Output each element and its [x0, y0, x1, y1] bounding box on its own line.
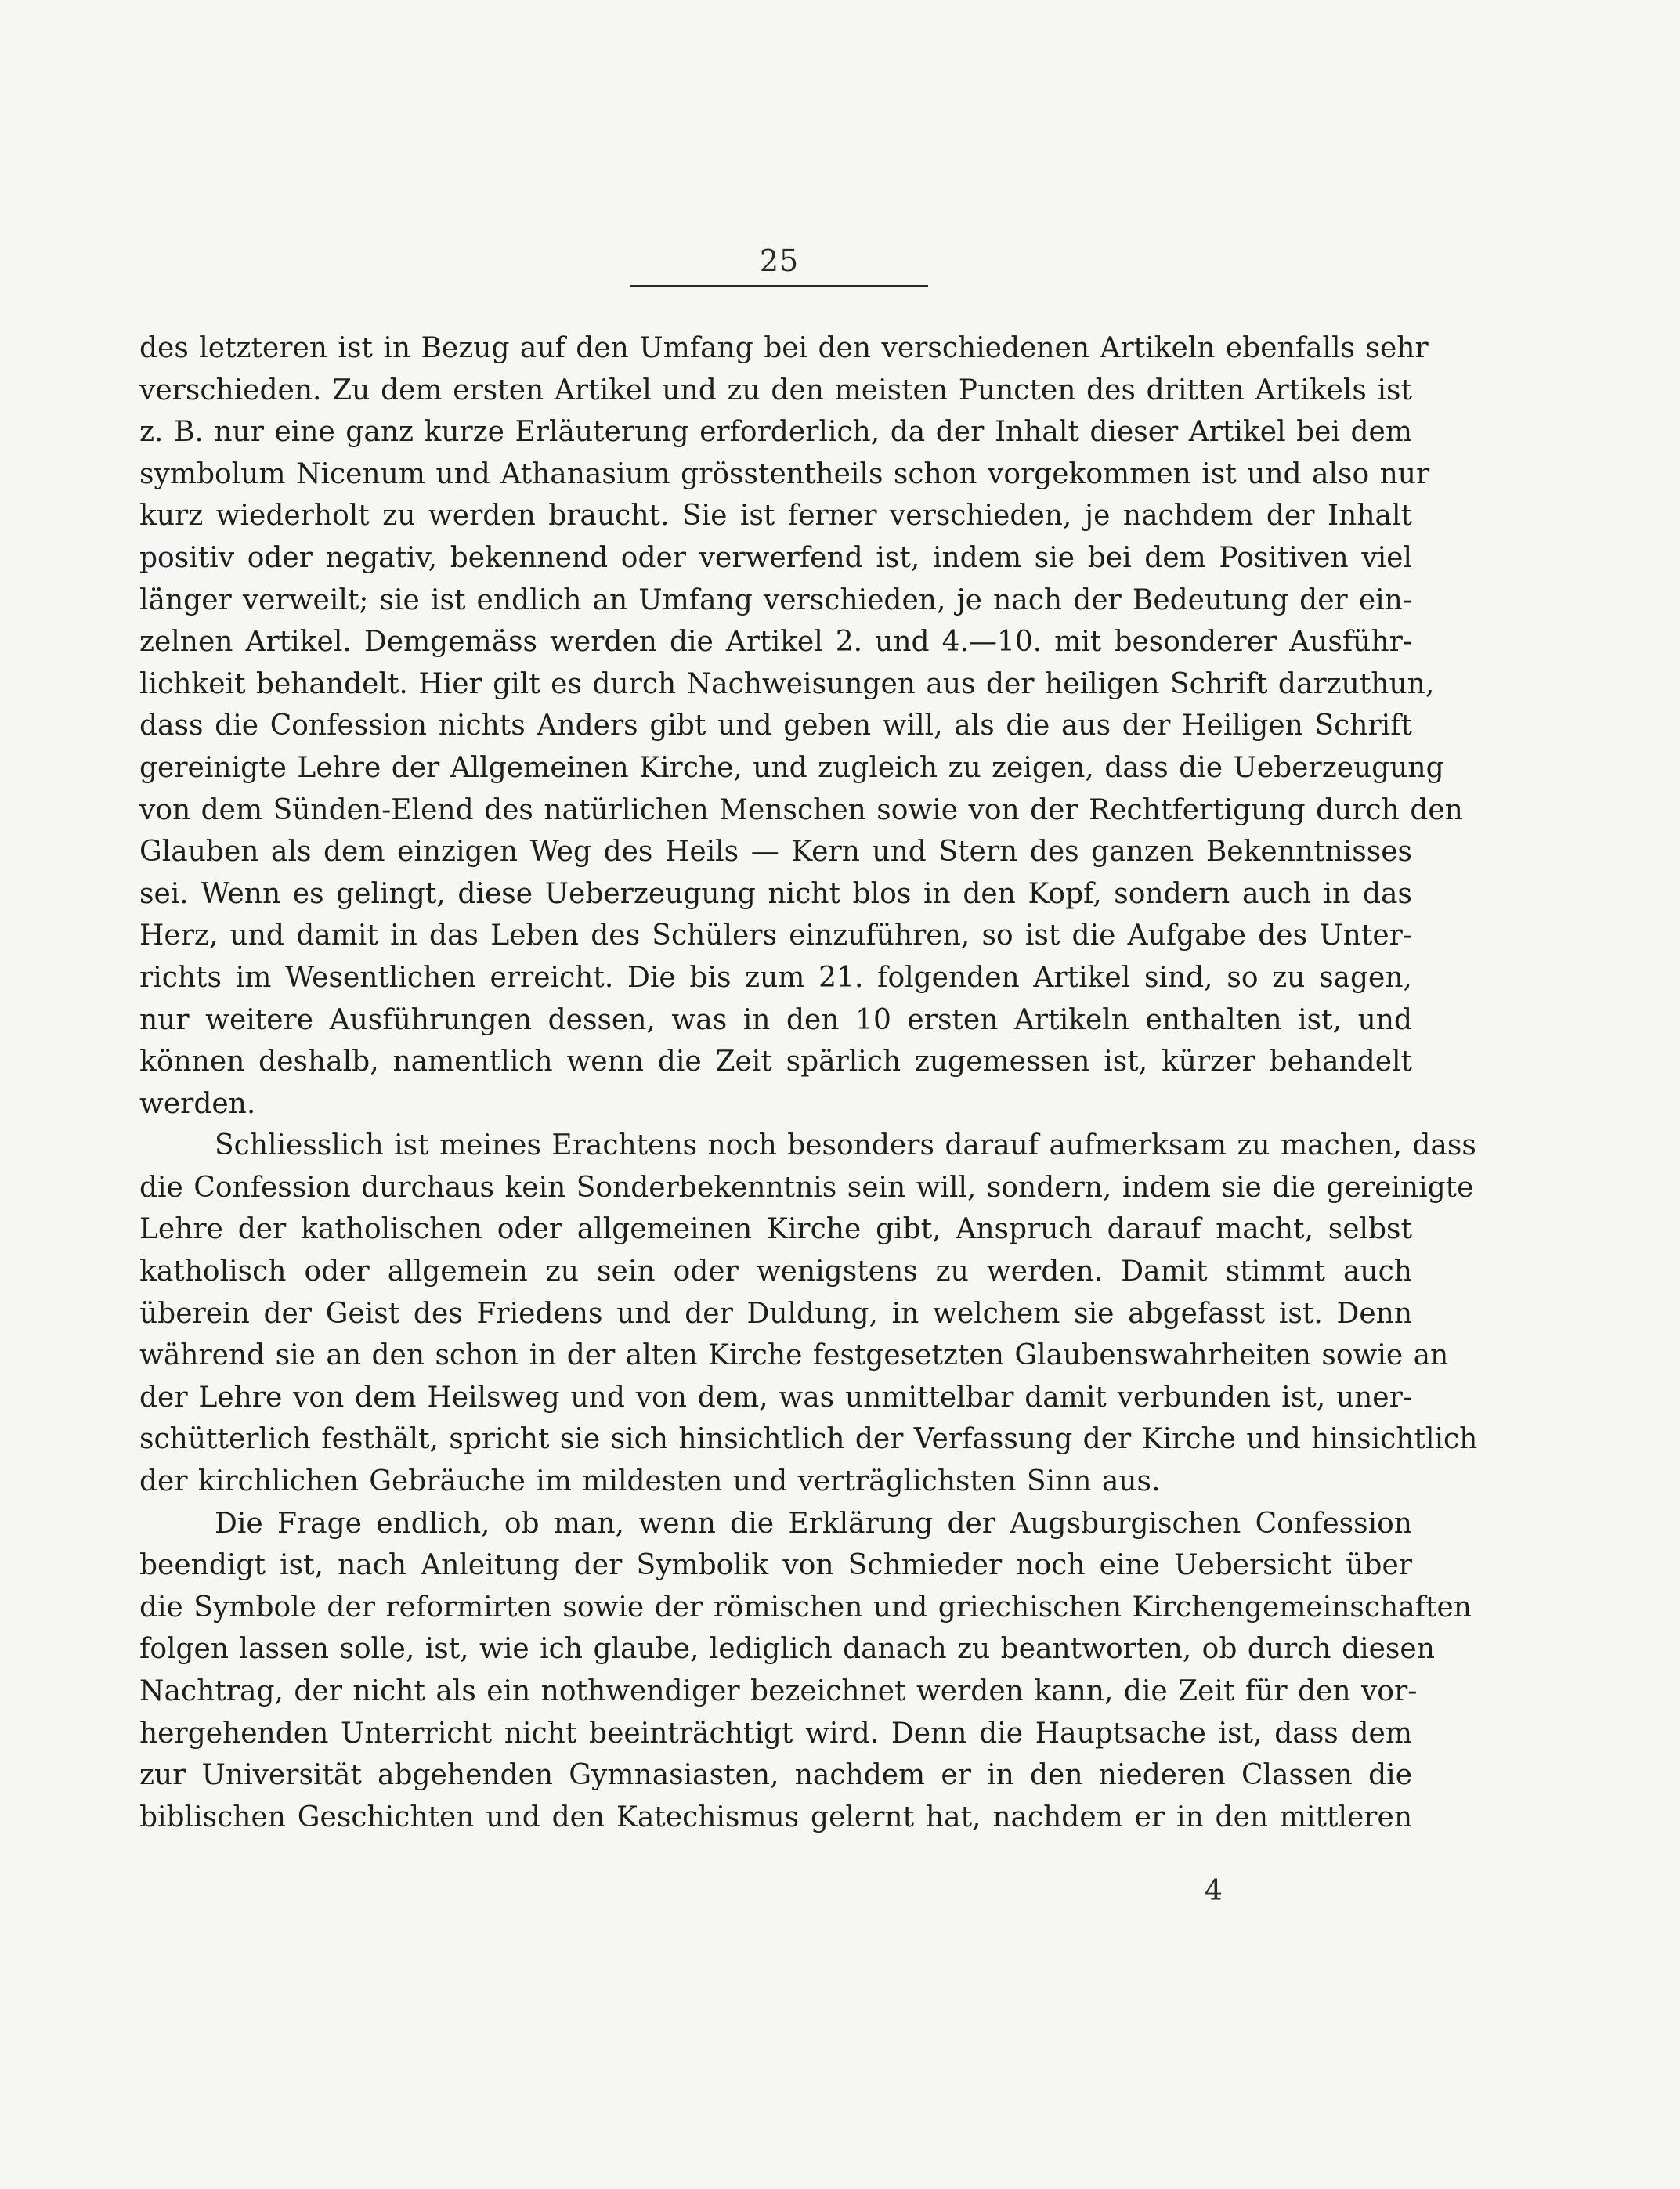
text-line: Die Frage endlich, ob man, wenn die Erklärung der Augsburgischen Confession — [215, 1507, 1412, 1540]
text-line: länger verweilt; sie ist endlich an Umfang verschieden, je nach der Bedeutung der ein- — [139, 583, 1412, 616]
text-line: von dem Sünden-Elend des natürlichen Menschen sowie von der Rechtfertigung durch den — [139, 793, 1463, 826]
text-line: während sie an den schon in der alten Kirche festgesetzten Glaubenswahrheiten sowie an — [139, 1339, 1449, 1372]
paragraph-1 — [139, 327, 1463, 1125]
text-line: verschieden. Zu dem ersten Artikel und zu den meisten Puncten des dritten Artikels ist — [139, 374, 1412, 406]
page-header — [630, 243, 928, 287]
text-line: kurz wiederholt zu werden braucht. Sie ist ferner verschieden, je nachdem der Inhalt — [139, 500, 1412, 533]
text-line: positiv oder negativ, bekennend oder verwerfend ist, indem sie bei dem Positiven viel — [139, 541, 1412, 574]
text-line: zelnen Artikel. Demgemäss werden die Artikel 2. und 4.—10. mit besonderer Ausführ- — [139, 626, 1412, 659]
text-line: Schliesslich ist meines Erachtens noch besonders darauf aufmerksam zu machen, dass — [215, 1129, 1476, 1162]
text-line: biblischen Geschichten und den Katechismus gelernt hat, nachdem er in den mittleren — [139, 1801, 1412, 1833]
text-line: der kirchlichen Gebräuche im mildesten und verträglichsten Sinn aus. — [139, 1465, 1161, 1498]
text-line: Herz, und damit in das Leben des Schülers einzuführen, so ist die Aufgabe des Unter- — [139, 919, 1412, 952]
page-number: 25 — [759, 244, 800, 278]
text-line: Glauben als dem einzigen Weg des Heils — Kern und Stern des ganzen Bekenntnisses — [139, 836, 1412, 869]
text-line: symbolum Nicenum und Athanasium grösstentheils schon vorgekommen ist und also nur — [139, 457, 1430, 490]
text-line: sei. Wenn es gelingt, diese Ueberzeugung nicht blos in den Kopf, sondern auch in das — [139, 877, 1412, 910]
text-line: katholisch oder allgemein zu sein oder wenigstens zu werden. Damit stimmt auch — [139, 1255, 1412, 1288]
text-line: der Lehre von dem Heilsweg und von dem, was unmittelbar damit verbunden ist, uner- — [139, 1381, 1412, 1414]
paragraph-2 — [139, 1125, 1478, 1502]
text-line: die Confession durchaus kein Sonderbekenntnis sein will, sondern, indem sie die gereinigte — [139, 1171, 1474, 1204]
text-line: richts im Wesentlichen erreicht. Die bis zum 21. folgenden Artikel sind, so zu sagen, — [139, 961, 1412, 994]
text-line: lichkeit behandelt. Hier gilt es durch Nachweisungen aus der heiligen Schrift darzuthun, — [139, 667, 1435, 700]
text-line: des letzteren ist in Bezug auf den Umfang bei den verschiedenen Artikeln ebenfalls sehr — [139, 332, 1429, 364]
text-line: hergehenden Unterricht nicht beeinträchtigt wird. Denn die Hauptsache ist, dass dem — [139, 1717, 1412, 1750]
paragraph-3 — [139, 1503, 1472, 1839]
text-line: folgen lassen solle, ist, wie ich glaube, lediglich danach zu beantworten, ob durch diesen — [139, 1633, 1435, 1666]
text-line: z. B. nur eine ganz kurze Erläuterung erforderlich, da der Inhalt dieser Artikel bei dem — [139, 416, 1412, 449]
text-line: beendigt ist, nach Anleitung der Symbolik von Schmieder noch eine Uebersicht über — [139, 1549, 1412, 1582]
text-line: Lehre der katholischen oder allgemeinen Kirche gibt, Anspruch darauf macht, selbst — [139, 1213, 1412, 1246]
text-line: zur Universität abgehenden Gymnasiasten, nachdem er in den niederen Classen die — [139, 1759, 1412, 1792]
text-line: die Symbole der reformirten sowie der römischen und griechischen Kirchengemeinschaften — [139, 1591, 1472, 1624]
text-line: überein der Geist des Friedens und der Duldung, in welchem sie abgefasst ist. Denn — [139, 1297, 1412, 1330]
text-line: Nachtrag, der nicht als ein nothwendiger bezeichnet werden kann, die Zeit für den vor- — [139, 1675, 1418, 1707]
text-line: können deshalb, namentlich wenn die Zeit spärlich zugemessen ist, kürzer behandelt — [139, 1046, 1412, 1078]
text-line: nur weitere Ausführungen dessen, was in den 10 ersten Artikeln enthalten ist, und — [139, 1003, 1412, 1036]
text-line: werden. — [139, 1087, 256, 1120]
body-text — [139, 327, 1478, 1838]
text-line: dass die Confession nichts Anders gibt und geben will, als die aus der Heiligen Schrift — [139, 710, 1412, 742]
text-line: schütterlich festhält, spricht sie sich hinsichtlich der Verfassung der Kirche und hinsichtlich — [139, 1423, 1478, 1456]
signature-mark: 4 — [1205, 1875, 1223, 1907]
header-rule — [630, 285, 928, 287]
text-line: gereinigte Lehre der Allgemeinen Kirche, und zugleich zu zeigen, dass die Ueberzeugung — [139, 751, 1444, 784]
